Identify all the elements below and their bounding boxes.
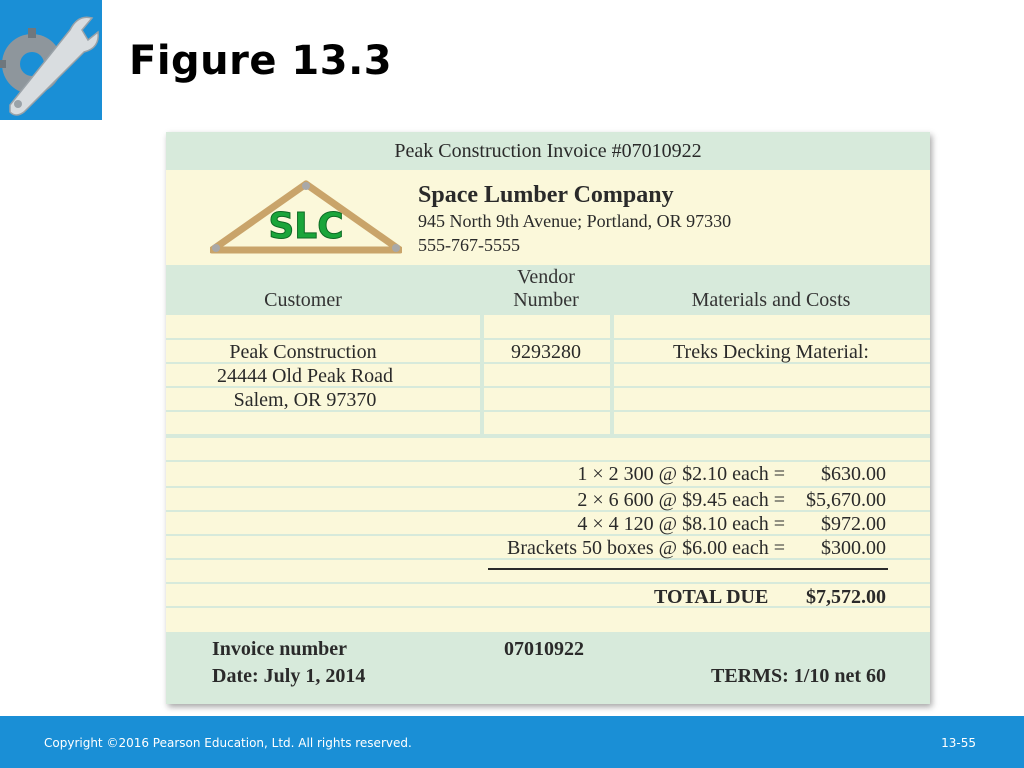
customer-name: Peak Construction xyxy=(229,341,377,363)
line-item-amount: $972.00 xyxy=(821,513,886,535)
column-header-vendor-line1: Vendor xyxy=(517,266,575,288)
line-item xyxy=(466,463,886,486)
sum-line xyxy=(488,568,888,570)
column-divider xyxy=(480,315,484,436)
line-item-amount: $5,670.00 xyxy=(806,489,886,511)
invoice-header-title: Peak Construction Invoice #07010922 xyxy=(394,140,702,162)
column-header-vendor xyxy=(484,266,608,312)
section-divider xyxy=(166,434,930,438)
column-header-vendor-line2: Number xyxy=(513,289,579,311)
column-divider xyxy=(610,315,614,436)
ruled-line xyxy=(166,460,930,462)
total-due-label: TOTAL DUE xyxy=(654,586,769,608)
customer-city: Salem, OR 97370 xyxy=(233,389,377,411)
line-item-description: 2 × 6 600 @ $9.45 each = xyxy=(577,489,785,511)
company-address: 945 North 9th Avenue; Portland, OR 97330 xyxy=(418,211,732,231)
company-phone: 555-767-5555 xyxy=(418,235,520,255)
publisher-logo xyxy=(0,0,102,120)
column-header-customer: Customer xyxy=(264,289,342,311)
line-item xyxy=(466,513,886,536)
copyright-notice: Copyright ©2016 Pearson Education, Ltd. All rights reserved. xyxy=(44,736,412,750)
line-item-amount: $630.00 xyxy=(821,463,886,485)
line-item-amount: $300.00 xyxy=(821,537,886,559)
slc-logo xyxy=(210,180,402,254)
line-item xyxy=(466,489,886,512)
slide-footer xyxy=(0,716,1024,768)
vendor-number: 9293280 xyxy=(511,341,581,363)
customer-street: 24444 Old Peak Road xyxy=(216,365,394,387)
line-item-description: 1 × 2 300 @ $2.10 each = xyxy=(577,463,785,485)
line-item xyxy=(466,537,886,560)
invoice-figure xyxy=(166,132,930,704)
line-item-description: 4 × 4 120 @ $8.10 each = xyxy=(577,513,785,535)
ruled-line xyxy=(166,582,930,584)
materials-title: Treks Decking Material: xyxy=(673,341,869,363)
payment-terms: TERMS: 1/10 net 60 xyxy=(711,665,886,687)
line-item-description: Brackets 50 boxes @ $6.00 each = xyxy=(507,537,785,559)
total-due-amount: $7,572.00 xyxy=(806,586,886,608)
company-name: Space Lumber Company xyxy=(418,182,674,208)
column-header-materials: Materials and Costs xyxy=(691,289,851,311)
invoice-number-value: 07010922 xyxy=(504,638,584,660)
page-number: 13-55 xyxy=(941,736,976,750)
slide-title: Figure 13.3 xyxy=(129,38,393,84)
gear-wrench-icon xyxy=(0,0,102,120)
ruled-line xyxy=(166,486,930,488)
invoice-number-label: Invoice number xyxy=(212,638,347,660)
ruled-line xyxy=(166,338,930,340)
invoice-date: Date: July 1, 2014 xyxy=(212,665,366,687)
slc-logo-text: SLC xyxy=(268,206,344,247)
